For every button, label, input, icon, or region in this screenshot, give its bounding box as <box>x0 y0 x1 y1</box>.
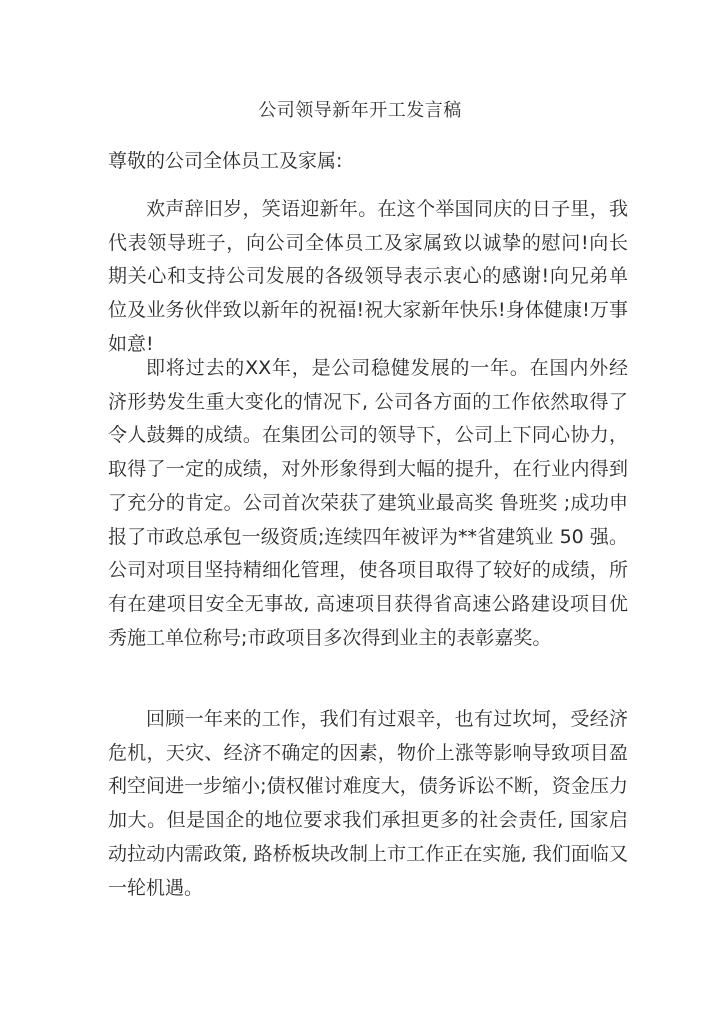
salutation: 尊敬的公司全体员工及家属: <box>108 150 343 172</box>
document-title: 公司领导新年开工发言稿 <box>258 100 462 121</box>
paragraph-achievements: 即将过去的XX年，是公司稳健发展的一年。在国内外经济形势发生重大变化的情况下, 公司各方面的工作依然取得了令人鼓舞的成绩。在集团公司的领导下，公司上下同心协力，取得了一定的成绩，对外形象得到大幅的提升，在行业内得到了充分的肯定。公司首次荣获了建筑业最高奖 鲁班奖 ;成功申报了市政总承包一级资质;连续四年被评为**省建筑业 50 强。公司对项目坚持精细化管理，使各项目取得了较好的成绩，所有在建项目安全无事故, 高速项目获得省高速公路建设项目优秀施工单位称号;市政项目多次得到业主的表彰嘉奖。 <box>108 357 628 649</box>
paragraph-greeting: 欢声辞旧岁，笑语迎新年。在这个举国同庆的日子里，我代表领导班子，向公司全体员工及家属致以诚挚的慰问!向长期关心和支持公司发展的各级领导表示衷心的感谢!向兄弟单位及业务伙伴致以新年的祝福!祝大家新年快乐!身体健康!万事如意! <box>108 198 628 355</box>
paragraph-challenges: 回顾一年来的工作，我们有过艰辛，也有过坎坷，受经济危机，天灾、经济不确定的因素，物价上涨等影响导致项目盈利空间进一步缩小;债权催讨难度大，债务诉讼不断，资金压力加大。但是国企的地位要求我们承担更多的社会责任, 国家启动拉动内需政策, 路桥板块改制上市工作正在实施, 我们面临又一轮机遇。 <box>108 708 628 899</box>
